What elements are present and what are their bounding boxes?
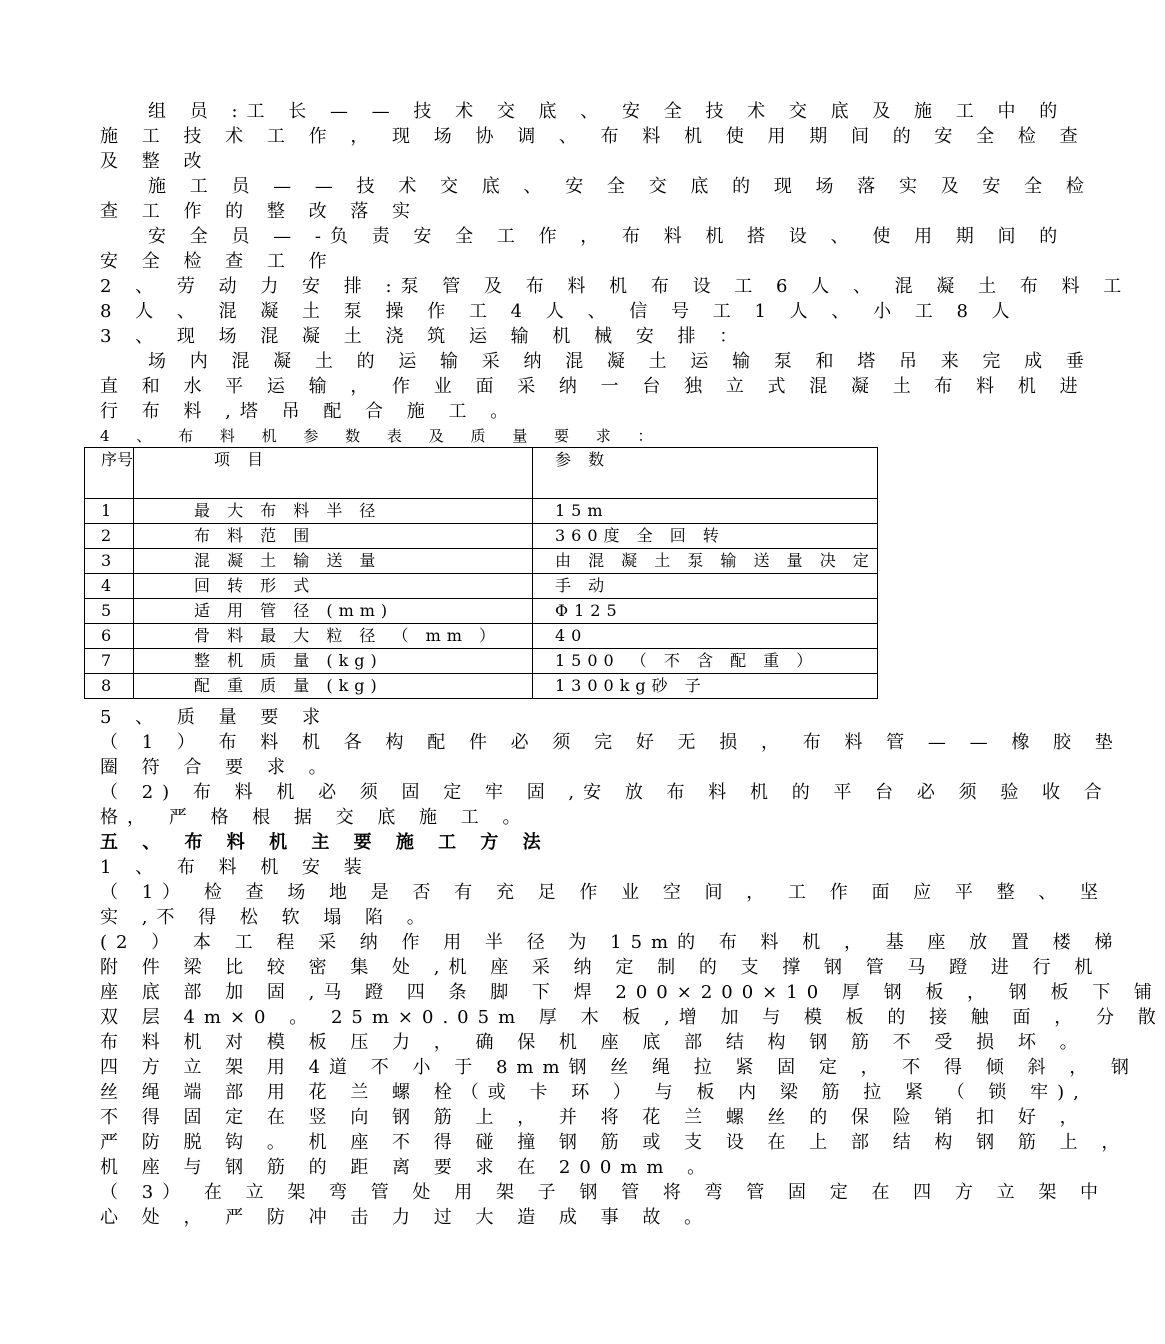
row-param: 40: [533, 624, 878, 649]
paragraph-line: 座 底 部 加 固 ,马 蹬 四 条 脚 下 焊 200×200×10 厚 钢 板 ， 钢 板 下 铺: [100, 982, 1161, 1003]
row-item: 回 转 形 式: [134, 574, 533, 599]
table-row: [85, 649, 878, 674]
paragraph-line: 8 人 、 混 凝 土 泵 操 作 工 4 人 、 信 号 工 1 人 、 小 工 8 人: [100, 301, 1019, 322]
row-item: 混 凝 土 输 送 量: [134, 549, 533, 574]
paragraph-line: （ 1 ） 布 料 机 各 构 配 件 必 须 完 好 无 损 ， 布 料 管 — — 橡 胶 垫: [100, 732, 1122, 753]
row-index: 2: [85, 524, 134, 549]
paragraph-line: (2 ） 本 工 程 采 纳 作 用 半 径 为 15m的 布 料 机 ， 基 座 放 置 楼 梯: [100, 932, 1122, 953]
paragraph-line: 施 工 员 — — 技 术 交 底 、 安 全 交 底 的 现 场 落 实 及 安 全 检: [148, 176, 1093, 197]
paragraph-line: 布 料 机 对 模 板 压 力 ， 确 保 机 座 底 部 结 构 钢 筋 不 受 损 坏 。: [100, 1032, 1087, 1053]
paragraph-line: （ 2) 布 料 机 必 须 固 定 牢 固 ,安 放 布 料 机 的 平 台 必 须 验 收 合: [100, 782, 1111, 803]
row-param: 手 动: [533, 574, 878, 599]
chapter-heading: 五 、 布 料 机 主 要 施 工 方 法: [100, 832, 550, 853]
paragraph-line: （ 1） 检 查 场 地 是 否 有 充 足 作 业 空 间 ， 工 作 面 应 平 整 、 坚: [100, 882, 1108, 903]
paragraph-line: 及 整 改: [100, 151, 211, 172]
table-row: [85, 524, 878, 549]
row-item: 配 重 质 量 (kg): [134, 674, 533, 699]
paragraph-line: 行 布 料 ,塔 吊 配 合 施 工 。: [100, 401, 518, 422]
row-item: 骨 料 最 大 粒 径 （ mm ）: [134, 624, 533, 649]
row-param: 1300kg砂 子: [533, 674, 878, 699]
row-param: 由 混 凝 土 泵 输 送 量 决 定: [533, 549, 878, 574]
paragraph-line: 组 员 :工 长 — — 技 术 交 底 、 安 全 技 术 交 底 及 施 工 中 的: [148, 101, 1067, 122]
table-row: [85, 499, 878, 524]
table-row: [85, 599, 878, 624]
table-caption: 4 、 布 料 机 参 数 表 及 质 量 要 求 ：: [100, 427, 664, 445]
row-item: 适 用 管 径 (mm): [134, 599, 533, 624]
paragraph-line: 丝 绳 端 部 用 花 兰 螺 栓（或 卡 环 ） 与 板 内 梁 筋 拉 紧 （ 锁 牢),: [100, 1082, 1088, 1103]
row-index: 4: [85, 574, 134, 599]
section-heading: 1 、 布 料 机 安 装: [100, 857, 371, 878]
row-index: 1: [85, 499, 134, 524]
row-index: 5: [85, 599, 134, 624]
row-param: 1500 （ 不 含 配 重 ）: [533, 649, 878, 674]
section-heading: 5 、 质 量 要 求: [100, 707, 330, 728]
paragraph-line: 查 工 作 的 整 改 落 实: [100, 201, 420, 222]
paragraph-line: 附 件 梁 比 较 密 集 处 ,机 座 采 纳 定 制 的 支 撑 钢 管 马 蹬 进 行 机: [100, 957, 1102, 978]
row-item: 布 料 范 围: [134, 524, 533, 549]
row-param: 360度 全 回 转: [533, 524, 878, 549]
row-item: 整 机 质 量 (kg): [134, 649, 533, 674]
paragraph-line: 直 和 水 平 运 输 ， 作 业 面 采 纳 一 台 独 立 式 混 凝 土 布 料 机 进: [100, 376, 1087, 397]
paragraph-line: 2 、 劳 动 力 安 排 :泵 管 及 布 料 机 布 设 工 6 人 、 混 凝 土 布 料 工: [100, 276, 1131, 297]
header-param: 参 数: [533, 448, 878, 499]
row-index: 8: [85, 674, 134, 699]
table-row: [85, 574, 878, 599]
paragraph-line: 双 层 4m×0 。 25m×0.05m 厚 木 板 ,增 加 与 模 板 的 接 触 面 ， 分 散: [100, 1007, 1165, 1028]
table-row: [85, 549, 878, 574]
paragraph-line: 施 工 技 术 工 作 ， 现 场 协 调 、 布 料 机 使 用 期 间 的 安 全 检 查: [100, 126, 1087, 147]
header-item: 项 目: [134, 448, 533, 499]
header-index: 序号: [85, 448, 134, 499]
paragraph-line: 心 处 ， 严 防 冲 击 力 过 大 造 成 事 故 。: [100, 1207, 712, 1228]
table-header-row: [85, 448, 878, 499]
table-row: [85, 674, 878, 699]
row-index: 6: [85, 624, 134, 649]
row-index: 7: [85, 649, 134, 674]
paragraph-line: 安 全 检 查 工 作: [100, 251, 336, 272]
paragraph-line: 场 内 混 凝 土 的 运 输 采 纳 混 凝 土 运 输 泵 和 塔 吊 来 完 成 垂: [148, 351, 1093, 372]
table-row: [85, 624, 878, 649]
paragraph-line: 实 ,不 得 松 软 塌 陷 。: [100, 907, 434, 928]
paragraph-line: 四 方 立 架 用 4道 不 小 于 8mm钢 丝 绳 拉 紧 固 定 ， 不 得 倾 斜 ， 钢: [100, 1057, 1138, 1078]
paragraph-line: 格， 严 格 根 据 交 底 施 工 。: [100, 807, 530, 828]
paragraph-line: （ 3） 在 立 架 弯 管 处 用 架 子 钢 管 将 弯 管 固 定 在 四 方 立 架 中: [100, 1182, 1108, 1203]
row-index: 3: [85, 549, 134, 574]
paragraph-line: 安 全 员 — -负 责 安 全 工 作 ， 布 料 机 搭 设 、 使 用 期 间 的: [148, 226, 1067, 247]
paragraph-line: 圈 符 合 要 求 。: [100, 757, 336, 778]
row-param: Φ125: [533, 599, 878, 624]
paragraph-line: 不 得 固 定 在 竖 向 钢 筋 上 ， 并 将 花 兰 螺 丝 的 保 险 销 扣 好 ，: [100, 1107, 1087, 1128]
parameter-table: [84, 447, 878, 699]
row-param: 15m: [533, 499, 878, 524]
paragraph-line: 3 、 现 场 混 凝 土 浇 筑 运 输 机 械 安 排 ：: [100, 326, 747, 347]
paragraph-line: 严 防 脱 钩 。 机 座 不 得 碰 撞 钢 筋 或 支 设 在 上 部 结 构 钢 筋 上 ，: [100, 1132, 1129, 1153]
paragraph-line: 机 座 与 钢 筋 的 距 离 要 求 在 200mm 。: [100, 1157, 715, 1178]
row-item: 最 大 布 料 半 径: [134, 499, 533, 524]
